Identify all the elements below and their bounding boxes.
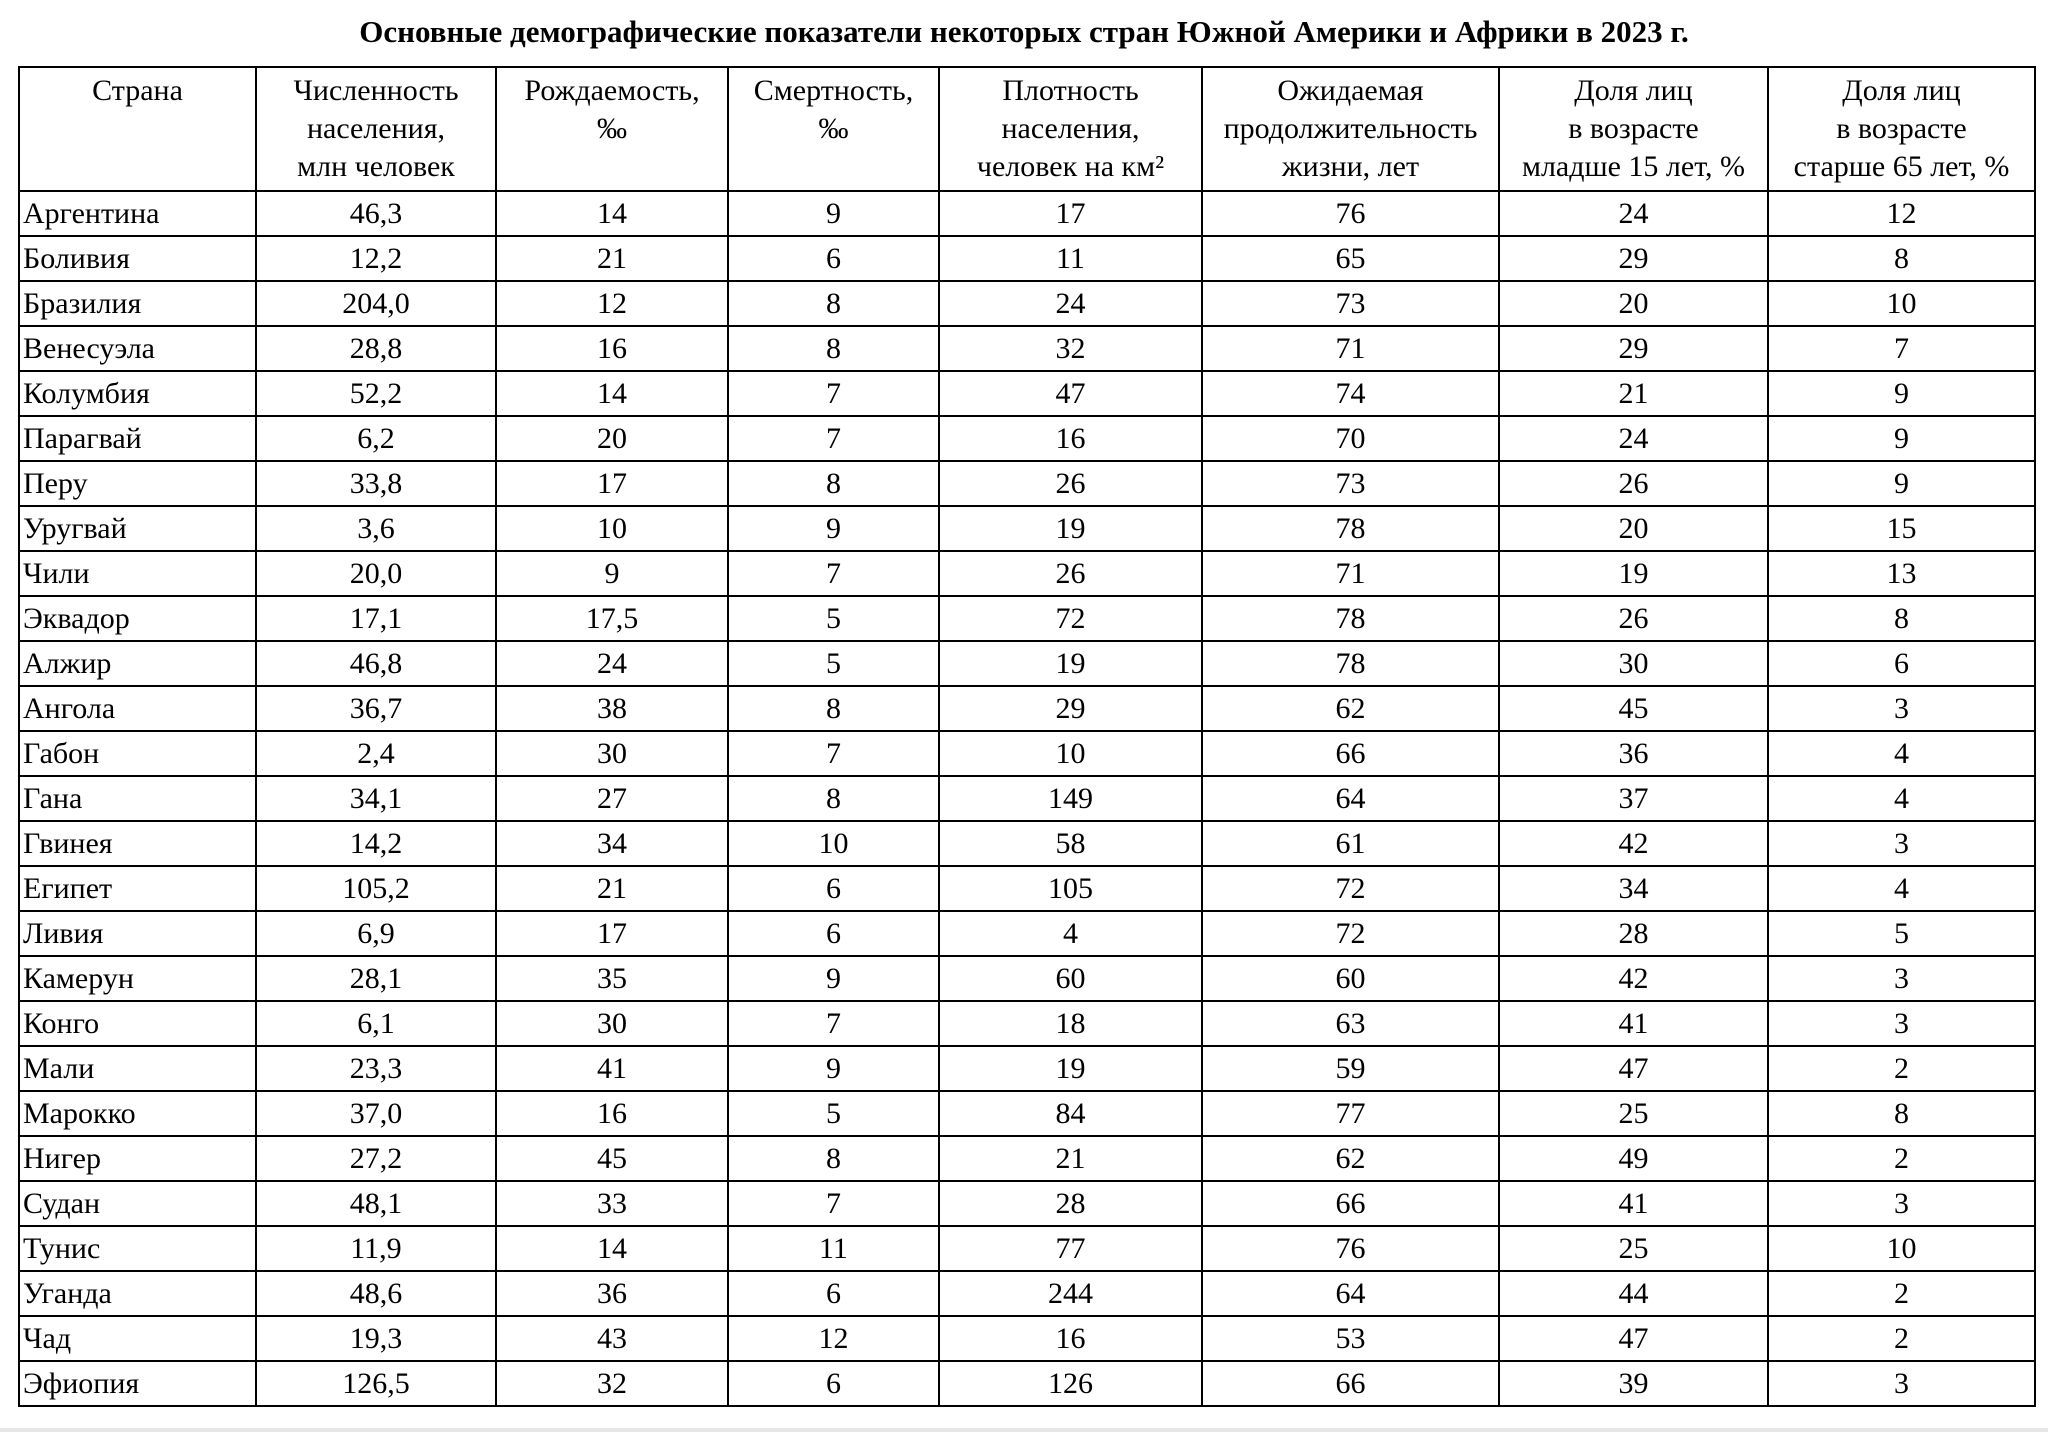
value-cell: 29 — [939, 686, 1202, 731]
value-cell: 70 — [1202, 416, 1499, 461]
value-cell: 42 — [1499, 956, 1768, 1001]
value-cell: 28 — [939, 1181, 1202, 1226]
country-cell: Колумбия — [19, 371, 256, 416]
value-cell: 20 — [1499, 506, 1768, 551]
value-cell: 77 — [1202, 1091, 1499, 1136]
value-cell: 19,3 — [256, 1316, 496, 1361]
value-cell: 9 — [1768, 416, 2035, 461]
value-cell: 71 — [1202, 326, 1499, 371]
value-cell: 17 — [496, 461, 728, 506]
value-cell: 19 — [939, 506, 1202, 551]
country-cell: Марокко — [19, 1091, 256, 1136]
value-cell: 47 — [1499, 1046, 1768, 1091]
value-cell: 8 — [1768, 1091, 2035, 1136]
value-cell: 73 — [1202, 461, 1499, 506]
value-cell: 12 — [1768, 191, 2035, 236]
country-cell: Гвинея — [19, 821, 256, 866]
value-cell: 26 — [1499, 596, 1768, 641]
value-cell: 30 — [496, 731, 728, 776]
value-cell: 6 — [728, 236, 939, 281]
value-cell: 44 — [1499, 1271, 1768, 1316]
table-row — [19, 596, 2035, 641]
value-cell: 9 — [728, 956, 939, 1001]
value-cell: 26 — [939, 551, 1202, 596]
value-cell: 45 — [496, 1136, 728, 1181]
value-cell: 76 — [1202, 191, 1499, 236]
value-cell: 29 — [1499, 326, 1768, 371]
value-cell: 46,3 — [256, 191, 496, 236]
value-cell: 10 — [496, 506, 728, 551]
value-cell: 21 — [1499, 371, 1768, 416]
column-header: Смертность, ‰ — [728, 67, 939, 191]
table-row — [19, 236, 2035, 281]
value-cell: 13 — [1768, 551, 2035, 596]
value-cell: 60 — [939, 956, 1202, 1001]
country-cell: Бразилия — [19, 281, 256, 326]
country-cell: Гана — [19, 776, 256, 821]
value-cell: 18 — [939, 1001, 1202, 1046]
value-cell: 38 — [496, 686, 728, 731]
value-cell: 9 — [728, 1046, 939, 1091]
country-cell: Эквадор — [19, 596, 256, 641]
value-cell: 41 — [496, 1046, 728, 1091]
country-cell: Алжир — [19, 641, 256, 686]
value-cell: 66 — [1202, 1181, 1499, 1226]
value-cell: 2,4 — [256, 731, 496, 776]
country-cell: Парагвай — [19, 416, 256, 461]
table-row — [19, 326, 2035, 371]
table-row — [19, 371, 2035, 416]
value-cell: 76 — [1202, 1226, 1499, 1271]
value-cell: 8 — [728, 461, 939, 506]
value-cell: 8 — [728, 281, 939, 326]
value-cell: 4 — [1768, 776, 2035, 821]
table-row — [19, 686, 2035, 731]
table-row — [19, 911, 2035, 956]
value-cell: 3 — [1768, 1001, 2035, 1046]
country-cell: Ангола — [19, 686, 256, 731]
table-row — [19, 956, 2035, 1001]
country-cell: Венесуэла — [19, 326, 256, 371]
value-cell: 62 — [1202, 1136, 1499, 1181]
value-cell: 3 — [1768, 821, 2035, 866]
value-cell: 30 — [1499, 641, 1768, 686]
value-cell: 25 — [1499, 1226, 1768, 1271]
value-cell: 126,5 — [256, 1361, 496, 1406]
value-cell: 47 — [1499, 1316, 1768, 1361]
value-cell: 17,1 — [256, 596, 496, 641]
value-cell: 61 — [1202, 821, 1499, 866]
value-cell: 2 — [1768, 1046, 2035, 1091]
value-cell: 28,1 — [256, 956, 496, 1001]
value-cell: 21 — [496, 866, 728, 911]
value-cell: 20,0 — [256, 551, 496, 596]
value-cell: 10 — [1768, 281, 2035, 326]
value-cell: 29 — [1499, 236, 1768, 281]
country-cell: Камерун — [19, 956, 256, 1001]
value-cell: 73 — [1202, 281, 1499, 326]
value-cell: 7 — [728, 731, 939, 776]
value-cell: 6,1 — [256, 1001, 496, 1046]
value-cell: 24 — [496, 641, 728, 686]
value-cell: 72 — [939, 596, 1202, 641]
value-cell: 15 — [1768, 506, 2035, 551]
value-cell: 72 — [1202, 866, 1499, 911]
value-cell: 20 — [496, 416, 728, 461]
table-row — [19, 1271, 2035, 1316]
table-row — [19, 506, 2035, 551]
value-cell: 34,1 — [256, 776, 496, 821]
country-cell: Уганда — [19, 1271, 256, 1316]
value-cell: 7 — [728, 416, 939, 461]
value-cell: 4 — [1768, 731, 2035, 776]
value-cell: 36 — [1499, 731, 1768, 776]
value-cell: 16 — [496, 1091, 728, 1136]
country-cell: Нигер — [19, 1136, 256, 1181]
value-cell: 19 — [939, 1046, 1202, 1091]
value-cell: 7 — [1768, 326, 2035, 371]
value-cell: 16 — [939, 416, 1202, 461]
table-row — [19, 281, 2035, 326]
value-cell: 6 — [728, 911, 939, 956]
value-cell: 12 — [728, 1316, 939, 1361]
value-cell: 204,0 — [256, 281, 496, 326]
value-cell: 7 — [728, 1181, 939, 1226]
value-cell: 20 — [1499, 281, 1768, 326]
value-cell: 41 — [1499, 1181, 1768, 1226]
value-cell: 12 — [496, 281, 728, 326]
value-cell: 58 — [939, 821, 1202, 866]
country-cell: Египет — [19, 866, 256, 911]
value-cell: 4 — [939, 911, 1202, 956]
value-cell: 53 — [1202, 1316, 1499, 1361]
value-cell: 19 — [1499, 551, 1768, 596]
value-cell: 66 — [1202, 1361, 1499, 1406]
value-cell: 26 — [1499, 461, 1768, 506]
value-cell: 3 — [1768, 956, 2035, 1001]
value-cell: 33,8 — [256, 461, 496, 506]
value-cell: 11 — [728, 1226, 939, 1271]
value-cell: 28,8 — [256, 326, 496, 371]
value-cell: 41 — [1499, 1001, 1768, 1046]
value-cell: 60 — [1202, 956, 1499, 1001]
value-cell: 7 — [728, 1001, 939, 1046]
value-cell: 43 — [496, 1316, 728, 1361]
value-cell: 5 — [728, 641, 939, 686]
table-body — [19, 191, 2035, 1406]
value-cell: 12,2 — [256, 236, 496, 281]
table-row — [19, 1361, 2035, 1406]
value-cell: 9 — [496, 551, 728, 596]
demographics-table — [18, 66, 2036, 1407]
value-cell: 14 — [496, 1226, 728, 1271]
country-cell: Уругвай — [19, 506, 256, 551]
value-cell: 16 — [496, 326, 728, 371]
value-cell: 6 — [728, 1271, 939, 1316]
value-cell: 34 — [496, 821, 728, 866]
value-cell: 9 — [728, 506, 939, 551]
value-cell: 10 — [939, 731, 1202, 776]
column-header: Доля лиц в возрасте старше 65 лет, % — [1768, 67, 2035, 191]
value-cell: 30 — [496, 1001, 728, 1046]
value-cell: 27 — [496, 776, 728, 821]
table-header — [19, 67, 2035, 191]
country-cell: Судан — [19, 1181, 256, 1226]
value-cell: 34 — [1499, 866, 1768, 911]
country-cell: Эфиопия — [19, 1361, 256, 1406]
value-cell: 2 — [1768, 1271, 2035, 1316]
value-cell: 8 — [728, 326, 939, 371]
value-cell: 2 — [1768, 1136, 2035, 1181]
value-cell: 10 — [1768, 1226, 2035, 1271]
value-cell: 48,1 — [256, 1181, 496, 1226]
value-cell: 64 — [1202, 1271, 1499, 1316]
value-cell: 6 — [1768, 641, 2035, 686]
table-row — [19, 866, 2035, 911]
value-cell: 23,3 — [256, 1046, 496, 1091]
value-cell: 10 — [728, 821, 939, 866]
country-cell: Тунис — [19, 1226, 256, 1271]
value-cell: 47 — [939, 371, 1202, 416]
value-cell: 77 — [939, 1226, 1202, 1271]
value-cell: 66 — [1202, 731, 1499, 776]
value-cell: 65 — [1202, 236, 1499, 281]
table-row — [19, 731, 2035, 776]
value-cell: 59 — [1202, 1046, 1499, 1091]
value-cell: 6 — [728, 1361, 939, 1406]
value-cell: 17 — [496, 911, 728, 956]
value-cell: 33 — [496, 1181, 728, 1226]
value-cell: 35 — [496, 956, 728, 1001]
value-cell: 14 — [496, 371, 728, 416]
table-title: Основные демографические показатели некоторых стран Южной Америки и Африки в 2023 г. — [359, 14, 1689, 49]
table-row — [19, 641, 2035, 686]
value-cell: 84 — [939, 1091, 1202, 1136]
value-cell: 14 — [496, 191, 728, 236]
value-cell: 24 — [939, 281, 1202, 326]
table-row — [19, 1181, 2035, 1226]
value-cell: 45 — [1499, 686, 1768, 731]
country-cell: Мали — [19, 1046, 256, 1091]
table-row — [19, 776, 2035, 821]
value-cell: 48,6 — [256, 1271, 496, 1316]
value-cell: 126 — [939, 1361, 1202, 1406]
value-cell: 3 — [1768, 686, 2035, 731]
value-cell: 24 — [1499, 191, 1768, 236]
value-cell: 5 — [728, 596, 939, 641]
value-cell: 32 — [939, 326, 1202, 371]
value-cell: 36 — [496, 1271, 728, 1316]
country-cell: Конго — [19, 1001, 256, 1046]
country-cell: Чад — [19, 1316, 256, 1361]
value-cell: 42 — [1499, 821, 1768, 866]
value-cell: 17 — [939, 191, 1202, 236]
column-header: Страна — [19, 67, 256, 191]
value-cell: 6 — [728, 866, 939, 911]
country-cell: Ливия — [19, 911, 256, 956]
value-cell: 11 — [939, 236, 1202, 281]
value-cell: 7 — [728, 371, 939, 416]
value-cell: 6,2 — [256, 416, 496, 461]
value-cell: 9 — [1768, 371, 2035, 416]
value-cell: 74 — [1202, 371, 1499, 416]
column-header: Рождаемость, ‰ — [496, 67, 728, 191]
table-row — [19, 551, 2035, 596]
country-cell: Перу — [19, 461, 256, 506]
value-cell: 17,5 — [496, 596, 728, 641]
value-cell: 63 — [1202, 1001, 1499, 1046]
value-cell: 27,2 — [256, 1136, 496, 1181]
value-cell: 8 — [728, 776, 939, 821]
value-cell: 62 — [1202, 686, 1499, 731]
table-row — [19, 1136, 2035, 1181]
value-cell: 52,2 — [256, 371, 496, 416]
table-row — [19, 821, 2035, 866]
value-cell: 16 — [939, 1316, 1202, 1361]
value-cell: 49 — [1499, 1136, 1768, 1181]
value-cell: 2 — [1768, 1316, 2035, 1361]
table-row — [19, 416, 2035, 461]
country-cell: Габон — [19, 731, 256, 776]
country-cell: Чили — [19, 551, 256, 596]
value-cell: 9 — [1768, 461, 2035, 506]
value-cell: 244 — [939, 1271, 1202, 1316]
value-cell: 64 — [1202, 776, 1499, 821]
value-cell: 14,2 — [256, 821, 496, 866]
table-row — [19, 461, 2035, 506]
value-cell: 105 — [939, 866, 1202, 911]
value-cell: 37,0 — [256, 1091, 496, 1136]
table-row — [19, 1046, 2035, 1091]
value-cell: 8 — [728, 686, 939, 731]
table-row — [19, 1091, 2035, 1136]
value-cell: 21 — [496, 236, 728, 281]
value-cell: 3,6 — [256, 506, 496, 551]
value-cell: 5 — [1768, 911, 2035, 956]
value-cell: 3 — [1768, 1361, 2035, 1406]
value-cell: 78 — [1202, 596, 1499, 641]
table-row — [19, 191, 2035, 236]
value-cell: 8 — [1768, 596, 2035, 641]
value-cell: 28 — [1499, 911, 1768, 956]
bottom-edge — [0, 1428, 2048, 1432]
value-cell: 5 — [728, 1091, 939, 1136]
value-cell: 11,9 — [256, 1226, 496, 1271]
value-cell: 19 — [939, 641, 1202, 686]
value-cell: 26 — [939, 461, 1202, 506]
value-cell: 32 — [496, 1361, 728, 1406]
table-row — [19, 1316, 2035, 1361]
value-cell: 78 — [1202, 506, 1499, 551]
column-header: Доля лиц в возрасте младше 15 лет, % — [1499, 67, 1768, 191]
value-cell: 8 — [1768, 236, 2035, 281]
column-header: Ожидаемая продолжительность жизни, лет — [1202, 67, 1499, 191]
value-cell: 36,7 — [256, 686, 496, 731]
value-cell: 72 — [1202, 911, 1499, 956]
value-cell: 105,2 — [256, 866, 496, 911]
value-cell: 7 — [728, 551, 939, 596]
value-cell: 3 — [1768, 1181, 2035, 1226]
country-cell: Боливия — [19, 236, 256, 281]
value-cell: 46,8 — [256, 641, 496, 686]
value-cell: 4 — [1768, 866, 2035, 911]
country-cell: Аргентина — [19, 191, 256, 236]
table-row — [19, 1001, 2035, 1046]
value-cell: 8 — [728, 1136, 939, 1181]
value-cell: 21 — [939, 1136, 1202, 1181]
header-row — [19, 67, 2035, 191]
column-header: Плотность населения, человек на км² — [939, 67, 1202, 191]
value-cell: 78 — [1202, 641, 1499, 686]
value-cell: 6,9 — [256, 911, 496, 956]
value-cell: 71 — [1202, 551, 1499, 596]
value-cell: 149 — [939, 776, 1202, 821]
column-header: Численность населения, млн человек — [256, 67, 496, 191]
table-row — [19, 1226, 2035, 1271]
value-cell: 24 — [1499, 416, 1768, 461]
value-cell: 39 — [1499, 1361, 1768, 1406]
value-cell: 25 — [1499, 1091, 1768, 1136]
value-cell: 37 — [1499, 776, 1768, 821]
value-cell: 9 — [728, 191, 939, 236]
